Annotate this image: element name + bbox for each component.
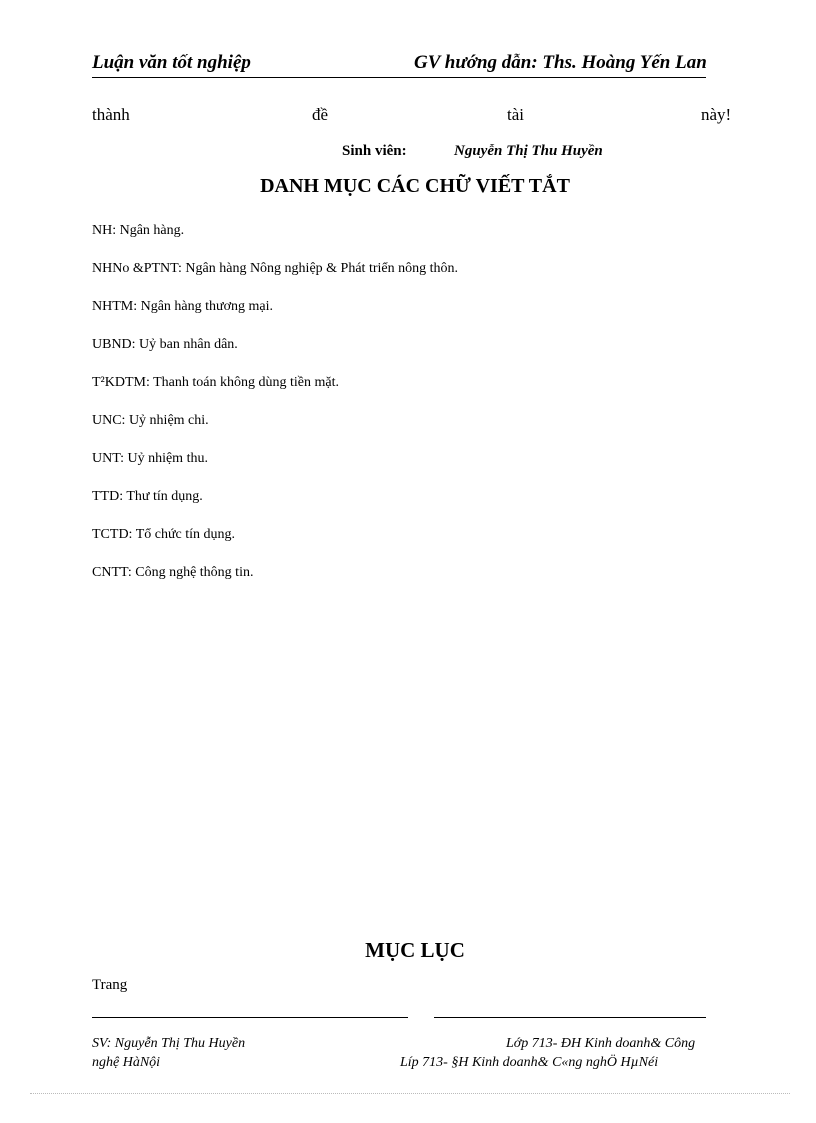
- abbreviation-item: UBND: Uỷ ban nhân dân.: [92, 337, 238, 352]
- abbreviation-item: UNT: Uỷ nhiệm thu.: [92, 451, 208, 466]
- abbreviation-item: TTD: Thư tín dụng.: [92, 489, 203, 504]
- signature-label: Sinh viên:: [342, 143, 407, 159]
- abbreviation-item: T²KDTM: Thanh toán không dùng tiền mặt.: [92, 375, 339, 390]
- abbreviation-item: NHNo &PTNT: Ngân hàng Nông nghiệp & Phát triển nông thôn.: [92, 261, 458, 276]
- toc-title: MỤC LỤC: [365, 938, 465, 962]
- abbreviation-item: NHTM: Ngân hàng thương mại.: [92, 299, 274, 314]
- abbreviations-title: DANH MỤC CÁC CHỮ VIẾT TẮT: [260, 175, 570, 197]
- signature-name: Nguyễn Thị Thu Huyền: [454, 143, 603, 159]
- closing-word: tài: [507, 105, 524, 124]
- header-thesis-title: Luận văn tốt nghiệp: [92, 52, 251, 73]
- footer-student: SV: Nguyễn Thị Thu Huyền: [92, 1036, 246, 1051]
- page-boundary: [30, 1093, 790, 1094]
- footer-class: Lớp 713- ĐH Kinh doanh& Công: [506, 1036, 696, 1051]
- abbreviation-item: CNTT: Công nghệ thông tin.: [92, 565, 254, 580]
- header-advisor: GV hướng dẫn: Ths. Hoàng Yến Lan: [414, 52, 707, 73]
- abbreviation-item: UNC: Uỷ nhiệm chi.: [92, 413, 209, 428]
- closing-word: đề: [312, 105, 329, 124]
- abbreviation-item: NH: Ngân hàng.: [92, 223, 185, 238]
- closing-word: thành: [92, 105, 130, 124]
- footer-rule-left: [92, 1017, 408, 1018]
- header-rule: [92, 77, 706, 78]
- abbreviation-item: TCTD: Tổ chức tín dụng.: [92, 527, 236, 542]
- footer-student-cont: nghệ HàNội: [92, 1055, 161, 1070]
- footer-class-garbled: Líp 713- §H Kinh doanh& C«ng nghÖ HµNéi: [400, 1055, 659, 1070]
- closing-word: này!: [701, 105, 732, 124]
- footer-rule-right: [434, 1017, 706, 1018]
- toc-page-label: Trang: [92, 977, 128, 993]
